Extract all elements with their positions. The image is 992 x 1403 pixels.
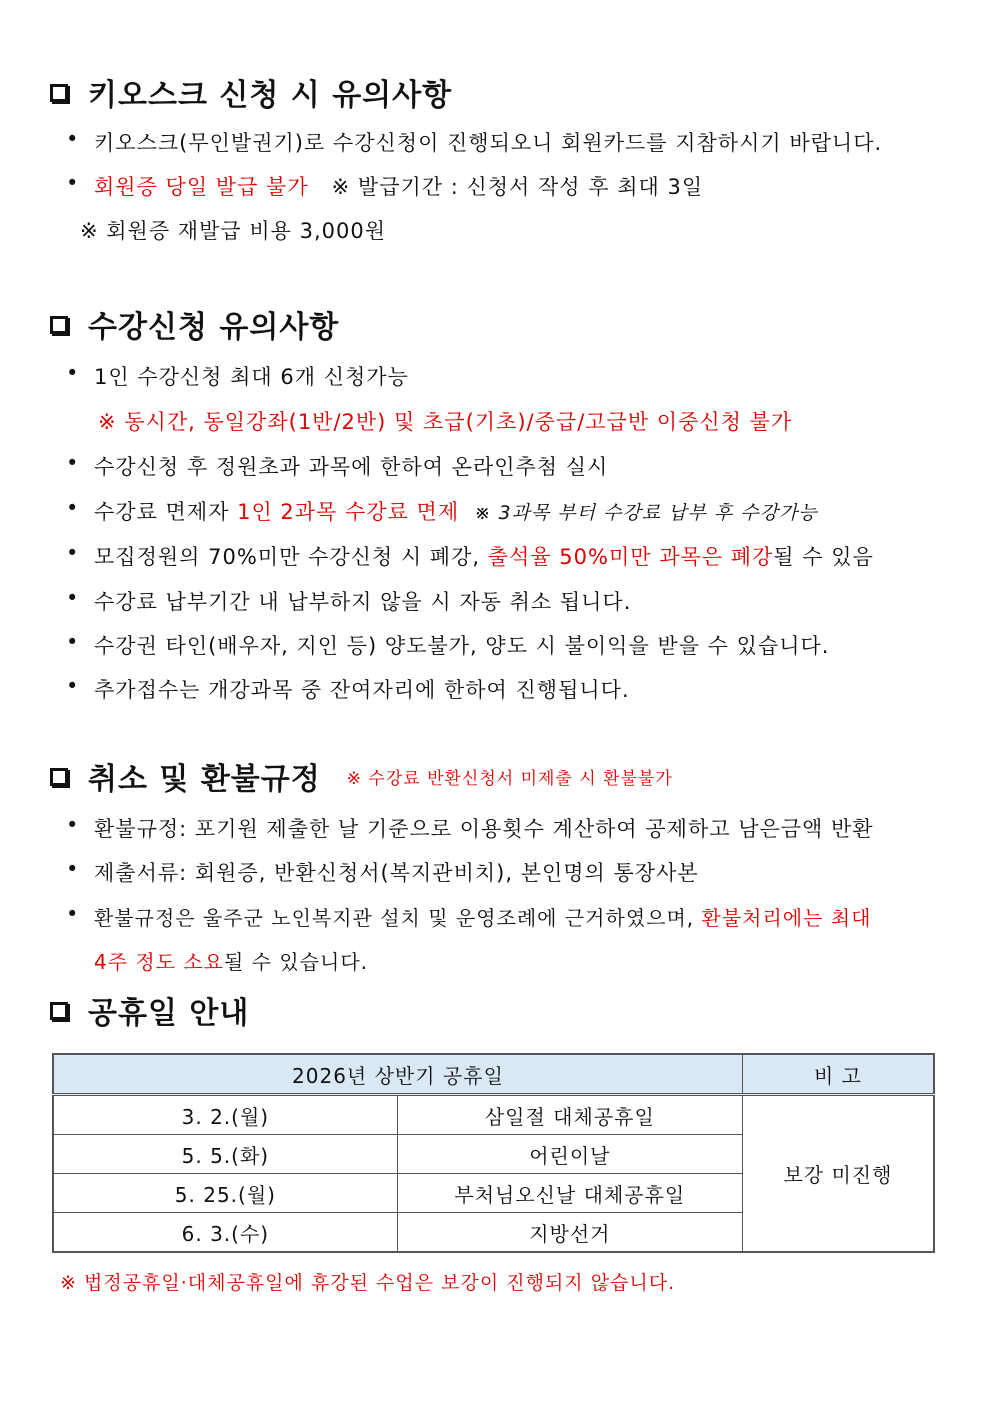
holiday-remark: 보강 미진행 [742, 1095, 934, 1253]
kiosk-note: ※ 회원증 재발급 비용 3,000원 [80, 219, 386, 243]
table-header-row [53, 1054, 934, 1095]
bullet-dot-icon: • [66, 541, 79, 565]
registration-bullet-2: 수강신청 후 정원초과 과목에 한하여 온라인추첨 실시 [94, 455, 609, 479]
bullet-dot-icon: • [66, 127, 79, 151]
registration-bullet-1-note: ※ 동시간, 동일강좌(1반/2반) 및 초급(기초)/중급/고급반 이중신청 불가 [98, 410, 793, 434]
holiday-date: 5. 5.(화) [53, 1135, 397, 1174]
header-holiday: 2026년 상반기 공휴일 [53, 1054, 742, 1095]
kiosk-bullet-1: 키오스크(무인발권기)로 수강신청이 진행되오니 회원카드를 지참하시기 바랍니다. [94, 131, 883, 155]
holiday-name: 부처님오신날 대체공휴일 [397, 1174, 742, 1213]
kiosk-bullet-2 [94, 171, 703, 201]
checkbox-square-icon [50, 84, 68, 102]
bullet-dot-icon: • [66, 902, 79, 926]
bullet-dot-icon: • [66, 586, 79, 610]
registration-bullet-4: 모집정원의 70%미만 수강신청 시 폐강, 출석율 50%미만 과목은 폐강될 수 있음 [94, 545, 874, 569]
registration-bullet-7: 추가접수는 개강과목 중 잔여자리에 한하여 진행됩니다. [94, 678, 630, 702]
registration-bullet-1: 1인 수강신청 최대 6개 신청가능 [94, 365, 409, 389]
kiosk-warning: 회원증 당일 발급 불가 [94, 175, 309, 199]
checkbox-square-icon [50, 1002, 68, 1020]
registration-bullet-3: 수강료 면제자 1인 2과목 수강료 면제 ※ 3과목 부터 수강료 납부 후 수강가능 [94, 500, 818, 524]
checkbox-square-icon [50, 768, 68, 786]
refund-title-note: ※ 수강료 반환신청서 미제출 시 환불불가 [346, 768, 673, 789]
bullet-dot-icon: • [66, 361, 79, 385]
holiday-name: 삼일절 대체공휴일 [397, 1095, 742, 1135]
section-title-holiday: 공휴일 안내 [50, 988, 249, 1032]
section-title-kiosk: 키오스크 신청 시 유의사항 [50, 70, 452, 114]
refund-bullet-3-cont: 4주 정도 소요될 수 있습니다. [94, 950, 369, 974]
registration-bullet-5: 수강료 납부기간 내 납부하지 않을 시 자동 취소 됩니다. [94, 590, 632, 614]
bullet-dot-icon: • [66, 171, 79, 195]
holiday-table [52, 1053, 935, 1253]
refund-bullet-1: 환불규정: 포기원 제출한 날 기준으로 이용횟수 계산하여 공제하고 남은금액 반환 [94, 817, 874, 841]
refund-bullet-2: 제출서류: 회원증, 반환신청서(복지관비치), 본인명의 통장사본 [94, 861, 699, 885]
bullet-dot-icon: • [66, 496, 79, 520]
bullet-dot-icon: • [66, 630, 79, 654]
holiday-date: 5. 25.(월) [53, 1174, 397, 1213]
refund-bullet-3: 환불규정은 울주군 노인복지관 설치 및 운영조례에 근거하였으며, 환불처리에는 최대 [94, 906, 872, 930]
table-row [53, 1095, 934, 1135]
holiday-date: 6. 3.(수) [53, 1213, 397, 1253]
bullet-dot-icon: • [66, 857, 79, 881]
bullet-dot-icon: • [66, 674, 79, 698]
section-title-registration: 수강신청 유의사항 [50, 302, 339, 346]
registration-bullet-6: 수강권 타인(배우자, 지인 등) 양도불가, 양도 시 불이익을 받을 수 있습니다. [94, 634, 830, 658]
holiday-footer-note: ※ 법정공휴일·대체공휴일에 휴강된 수업은 보강이 진행되지 않습니다. [60, 1272, 676, 1294]
holiday-name: 어린이날 [397, 1135, 742, 1174]
holiday-name: 지방선거 [397, 1213, 742, 1253]
header-remark: 비 고 [742, 1054, 934, 1095]
section-title-refund: 취소 및 환불규정 ※ 수강료 반환신청서 미제출 시 환불불가 [50, 754, 673, 798]
kiosk-issue-period: ※ 발급기간 : 신청서 작성 후 최대 3일 [331, 175, 704, 199]
holiday-date: 3. 2.(월) [53, 1095, 397, 1135]
bullet-dot-icon: • [66, 451, 79, 475]
bullet-dot-icon: • [66, 813, 79, 837]
checkbox-square-icon [50, 316, 68, 334]
